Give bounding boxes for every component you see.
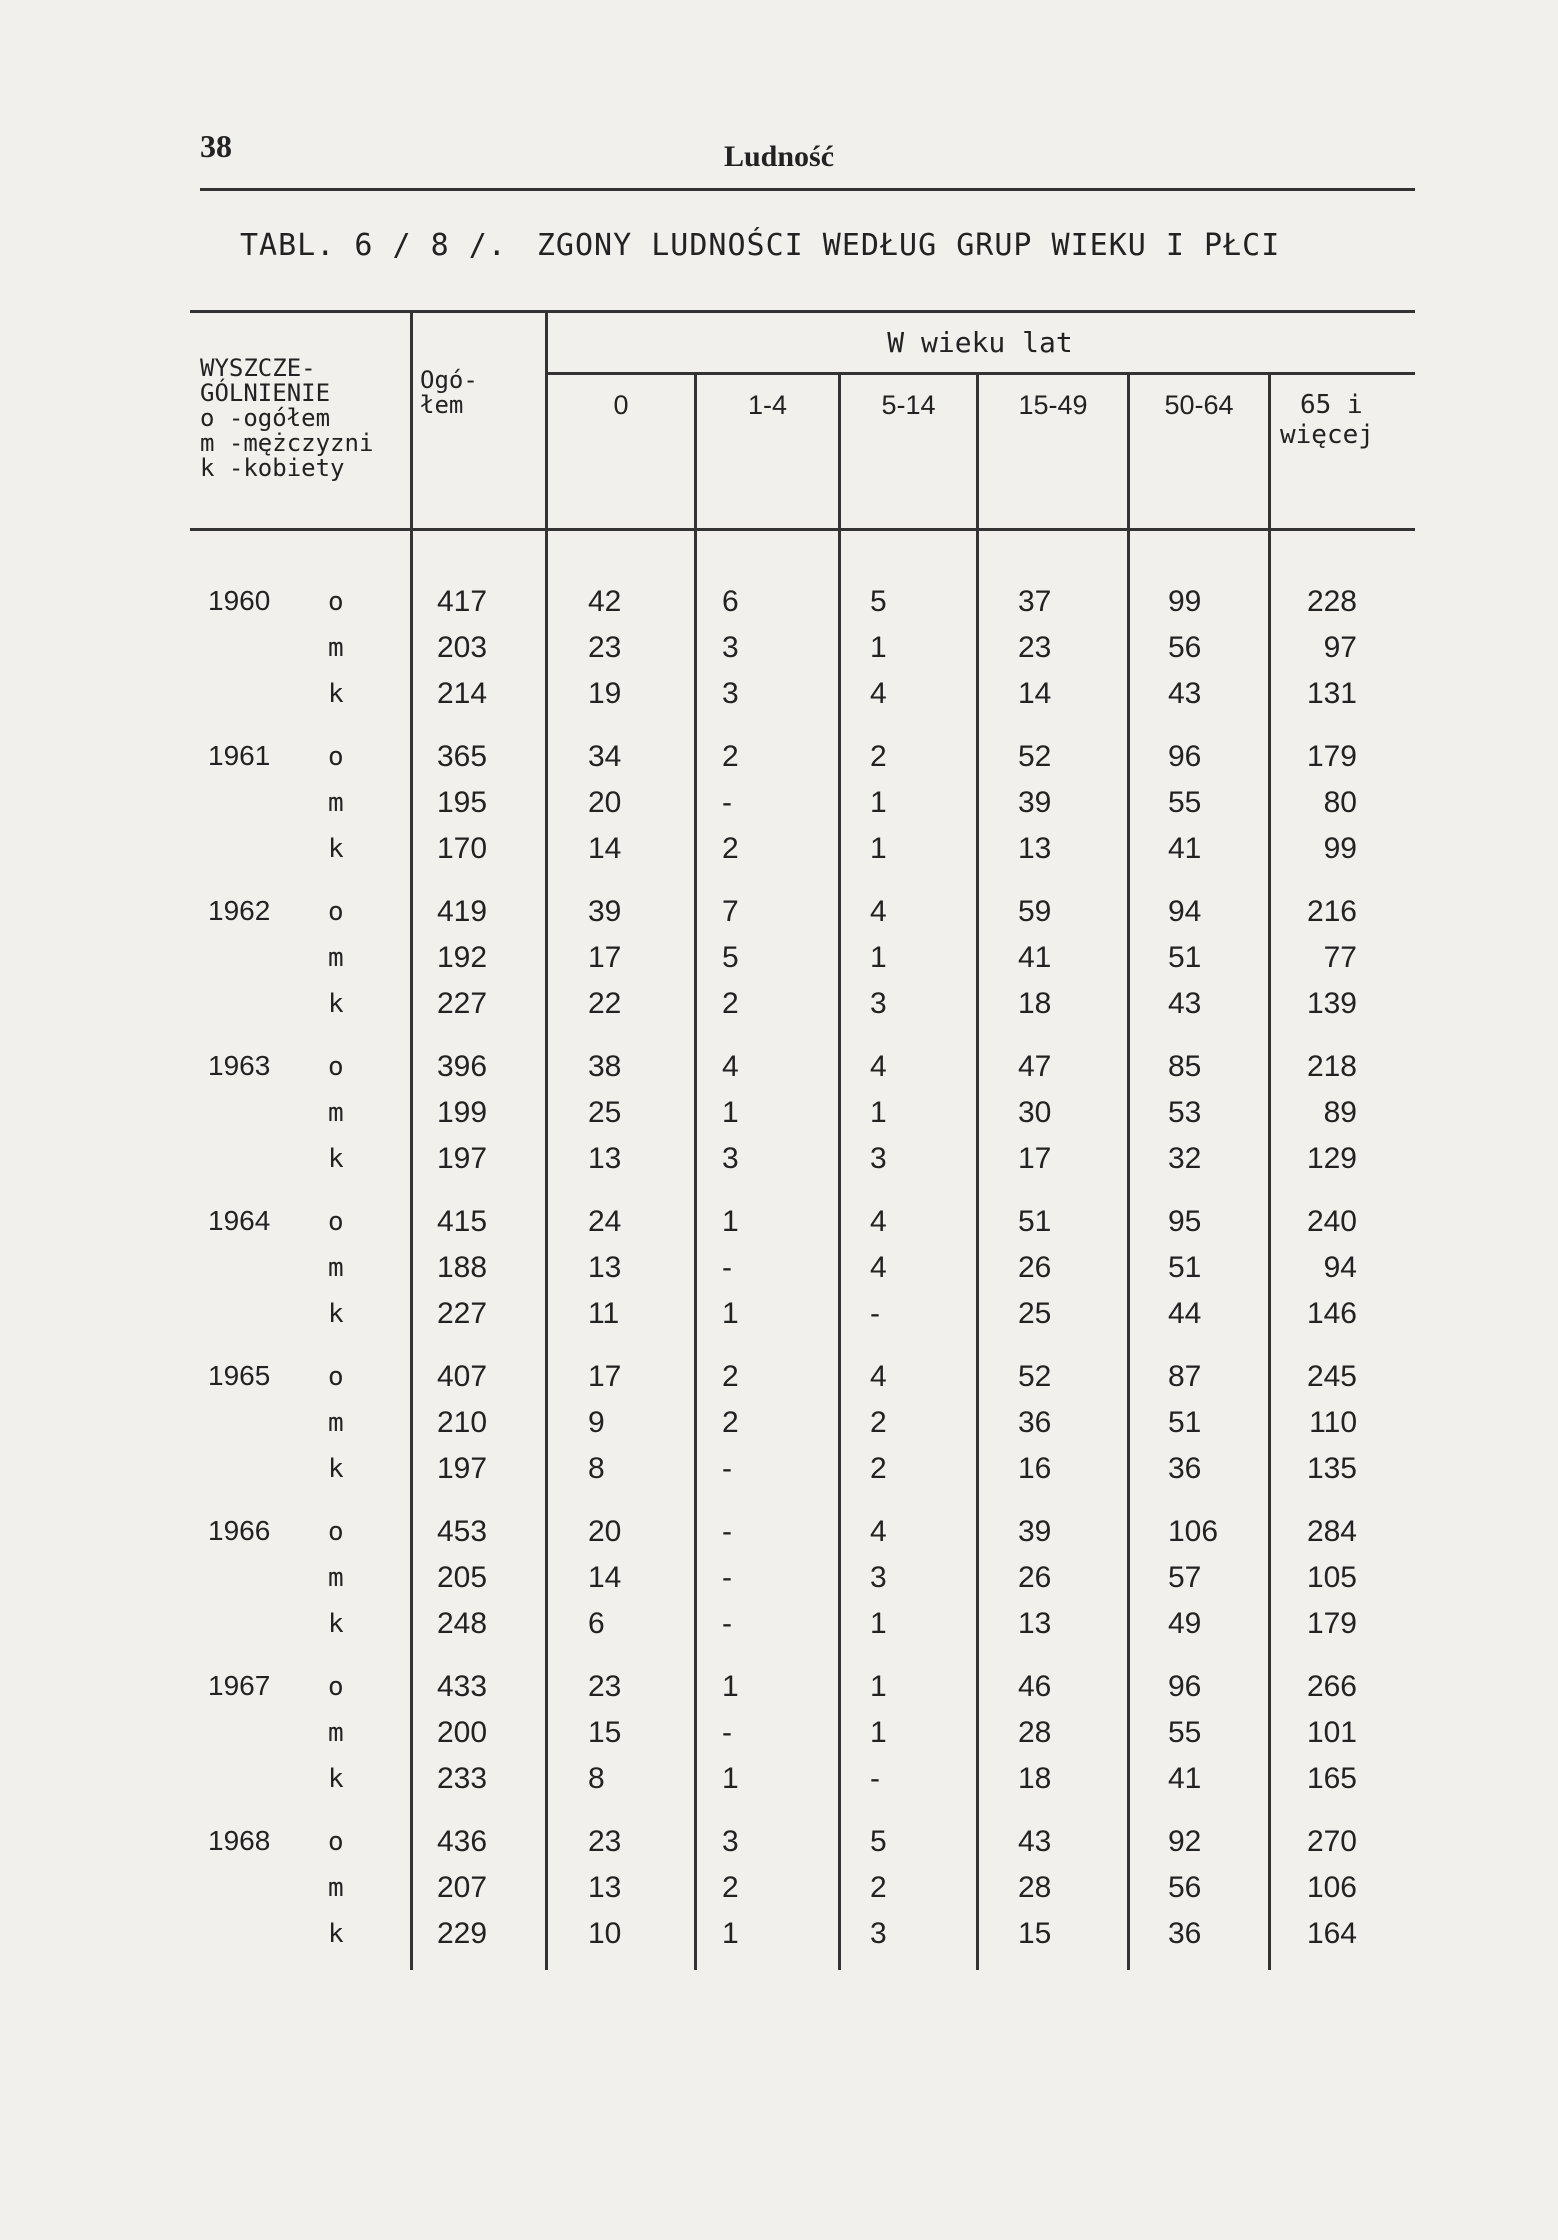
sex-code: o bbox=[328, 1827, 344, 1857]
year-label: 1962 bbox=[208, 895, 271, 926]
table-cell: 94 bbox=[1323, 1251, 1357, 1285]
table-cell: 3 bbox=[722, 631, 739, 665]
table-cell: 80 bbox=[1323, 786, 1357, 820]
sex-code: m bbox=[328, 1718, 344, 1749]
sex-code: k bbox=[328, 1299, 344, 1330]
table-cell: 453 bbox=[437, 1515, 488, 1548]
total-divider bbox=[545, 310, 548, 1970]
age-column-header: 15-49 bbox=[1018, 390, 1088, 420]
table-cell: 200 bbox=[437, 1716, 488, 1750]
sex-code: m bbox=[328, 1408, 344, 1439]
table-cell: 214 bbox=[437, 677, 488, 711]
table-cell: 245 bbox=[1306, 1360, 1357, 1393]
table-cell: 38 bbox=[588, 1050, 622, 1083]
table-cell: 2 bbox=[870, 740, 887, 773]
table-cell: 18 bbox=[1018, 987, 1052, 1021]
table-cell: 25 bbox=[588, 1096, 622, 1130]
table-cell: 210 bbox=[437, 1406, 488, 1440]
sex-code: m bbox=[328, 633, 344, 664]
table-cell: 39 bbox=[1018, 1515, 1052, 1548]
sex-code: o bbox=[328, 1517, 344, 1547]
table-cell: 17 bbox=[588, 941, 622, 975]
table-cell: - bbox=[870, 1297, 880, 1331]
table-cell: 4 bbox=[722, 1050, 739, 1083]
year-label: 1964 bbox=[208, 1205, 271, 1236]
table-cell: 197 bbox=[437, 1452, 488, 1486]
table-cell: 407 bbox=[437, 1360, 488, 1393]
col-divider-3 bbox=[976, 372, 979, 1970]
age-column-header: 50-64 bbox=[1164, 390, 1234, 420]
year-label: 1968 bbox=[208, 1825, 271, 1856]
sex-code: o bbox=[328, 742, 344, 772]
table-cell: 4 bbox=[870, 1050, 887, 1083]
table-cell: 2 bbox=[722, 987, 739, 1021]
col-divider-4 bbox=[1127, 372, 1130, 1970]
table-cell: - bbox=[722, 1607, 732, 1641]
sex-code: o bbox=[328, 587, 344, 617]
year-label: 1967 bbox=[208, 1670, 271, 1701]
table-cell: 51 bbox=[1168, 1406, 1202, 1440]
table-cell: 2 bbox=[722, 1360, 739, 1393]
table-cell: 188 bbox=[437, 1251, 488, 1285]
stub-header-line: o -ogółem bbox=[200, 404, 331, 432]
table-cell: 6 bbox=[722, 585, 739, 618]
table-cell: 87 bbox=[1168, 1360, 1202, 1393]
table-cell: 77 bbox=[1323, 941, 1357, 975]
table-cell: 14 bbox=[588, 832, 622, 866]
table-cell: 139 bbox=[1306, 987, 1357, 1021]
stub-header-line: k -kobiety bbox=[200, 454, 345, 482]
sex-code: o bbox=[328, 897, 344, 927]
table-cell: 13 bbox=[588, 1142, 622, 1176]
table-cell: 96 bbox=[1168, 740, 1202, 773]
sex-code: k bbox=[328, 1609, 344, 1640]
col-divider-2 bbox=[838, 372, 841, 1970]
table-cell: 17 bbox=[1018, 1142, 1052, 1176]
table-cell: 1 bbox=[870, 832, 887, 866]
table-cell: 22 bbox=[588, 987, 622, 1021]
table-cell: 5 bbox=[722, 941, 739, 975]
table-cell: 92 bbox=[1168, 1825, 1202, 1858]
table-cell: 4 bbox=[870, 1251, 887, 1285]
table-cell: 170 bbox=[437, 832, 488, 866]
table-cell: 270 bbox=[1306, 1825, 1357, 1858]
page-number: 38 bbox=[200, 128, 232, 164]
last-column-header bbox=[1280, 390, 1374, 450]
table-cell: 3 bbox=[870, 1917, 887, 1951]
table-cell: 37 bbox=[1018, 585, 1052, 618]
table-cell: 23 bbox=[588, 1670, 622, 1703]
table-cell: 135 bbox=[1306, 1452, 1357, 1486]
table-cell: 207 bbox=[437, 1871, 488, 1905]
table-cell: 95 bbox=[1168, 1205, 1202, 1238]
table-cell: - bbox=[722, 1716, 732, 1750]
table-cell: 44 bbox=[1168, 1297, 1202, 1331]
table-cell: 3 bbox=[722, 1825, 739, 1858]
age-column-header: 1-4 bbox=[747, 390, 788, 420]
table-cell: 3 bbox=[722, 1142, 739, 1176]
table-cell: 14 bbox=[588, 1561, 622, 1595]
table-cell: 227 bbox=[437, 987, 488, 1021]
sex-code: o bbox=[328, 1362, 344, 1392]
sex-code: k bbox=[328, 1454, 344, 1485]
table-cell: 99 bbox=[1323, 832, 1357, 866]
table-caption: ZGONY LUDNOŚCI WEDŁUG GRUP WIEKU I PŁCI bbox=[536, 228, 1281, 263]
table-cell: 41 bbox=[1168, 1762, 1202, 1796]
table-cell: 39 bbox=[1018, 786, 1052, 820]
table-cell: 94 bbox=[1168, 895, 1202, 928]
year-label: 1966 bbox=[208, 1515, 271, 1546]
table-cell: 23 bbox=[588, 1825, 622, 1858]
table-cell: 36 bbox=[1168, 1452, 1202, 1486]
table-cell: 23 bbox=[1018, 631, 1052, 665]
sex-code: o bbox=[328, 1207, 344, 1237]
table-cell: 3 bbox=[870, 987, 887, 1021]
table-cell: 227 bbox=[437, 1297, 488, 1331]
table-cell: 1 bbox=[870, 941, 887, 975]
table-cell: 195 bbox=[437, 786, 488, 820]
table-cell: 56 bbox=[1168, 1871, 1202, 1905]
table-cell: 197 bbox=[437, 1142, 488, 1176]
table-cell: 19 bbox=[588, 677, 622, 711]
table-cell: 199 bbox=[437, 1096, 488, 1130]
table-cell: 28 bbox=[1018, 1871, 1052, 1905]
table-cell: 3 bbox=[870, 1142, 887, 1176]
table-cell: 433 bbox=[437, 1670, 488, 1703]
table-cell: 39 bbox=[588, 895, 622, 928]
table-cell: 2 bbox=[870, 1406, 887, 1440]
col-divider-1 bbox=[694, 372, 697, 1970]
table-cell: 99 bbox=[1168, 585, 1202, 618]
table-cell: 203 bbox=[437, 631, 488, 665]
table-cell: - bbox=[870, 1762, 880, 1796]
table-cell: 4 bbox=[870, 1205, 887, 1238]
sex-code: k bbox=[328, 834, 344, 865]
table-cell: 43 bbox=[1168, 677, 1202, 711]
table-cell: 419 bbox=[437, 895, 488, 928]
table-cell: 2 bbox=[870, 1871, 887, 1905]
sex-code: m bbox=[328, 1563, 344, 1594]
table-cell: 229 bbox=[437, 1917, 488, 1951]
table-cell: 4 bbox=[870, 677, 887, 711]
table-title bbox=[240, 228, 1280, 263]
table-cell: 13 bbox=[588, 1251, 622, 1285]
table-cell: 8 bbox=[588, 1762, 605, 1796]
table-cell: 15 bbox=[1018, 1917, 1052, 1951]
table-cell: 24 bbox=[588, 1205, 622, 1238]
table-cell: 49 bbox=[1168, 1607, 1202, 1641]
sex-code: k bbox=[328, 1764, 344, 1795]
table-cell: 164 bbox=[1306, 1917, 1357, 1951]
table-cell: 4 bbox=[870, 895, 887, 928]
sex-code: m bbox=[328, 1253, 344, 1284]
table-cell: 240 bbox=[1306, 1205, 1357, 1238]
table-cell: 89 bbox=[1323, 1096, 1357, 1130]
table-cell: 15 bbox=[588, 1716, 622, 1750]
table-cell: 436 bbox=[437, 1825, 488, 1858]
table-cell: 266 bbox=[1306, 1670, 1357, 1703]
table-cell: 106 bbox=[1168, 1515, 1219, 1548]
sex-code: k bbox=[328, 989, 344, 1020]
table-cell: 7 bbox=[722, 895, 739, 928]
table-cell: 13 bbox=[1018, 1607, 1052, 1641]
table-number: TABL. 6 / 8 /. bbox=[240, 228, 507, 263]
table-cell: 131 bbox=[1306, 677, 1357, 711]
table-cell: 165 bbox=[1306, 1762, 1357, 1796]
table-cell: 59 bbox=[1018, 895, 1052, 928]
table-cell: 248 bbox=[437, 1607, 488, 1641]
table-cell: 47 bbox=[1018, 1050, 1052, 1083]
table-cell: 1 bbox=[870, 1607, 887, 1641]
year-label: 1960 bbox=[208, 585, 271, 616]
table-cell: 9 bbox=[588, 1406, 605, 1440]
table-cell: 8 bbox=[588, 1452, 605, 1486]
table-cell: 1 bbox=[870, 1716, 887, 1750]
table-cell: 110 bbox=[1309, 1406, 1357, 1440]
table-cell: 30 bbox=[1018, 1096, 1052, 1130]
table-cell: 218 bbox=[1306, 1050, 1357, 1083]
table-cell: 3 bbox=[722, 677, 739, 711]
table-cell: 1 bbox=[722, 1205, 739, 1238]
table-cell: 46 bbox=[1018, 1670, 1052, 1703]
table-cell: 417 bbox=[437, 585, 488, 618]
sex-code: k bbox=[328, 679, 344, 710]
table-cell: 205 bbox=[437, 1561, 488, 1595]
table-cell: 5 bbox=[870, 585, 887, 618]
sex-code: m bbox=[328, 1098, 344, 1129]
stub-header-line: WYSZCZE- bbox=[200, 354, 316, 382]
table-cell: - bbox=[722, 1515, 732, 1548]
table-cell: 2 bbox=[722, 1406, 739, 1440]
table-top-rule bbox=[190, 310, 1415, 313]
table-cell: 365 bbox=[437, 740, 488, 773]
table-cell: 129 bbox=[1306, 1142, 1357, 1176]
year-label: 1965 bbox=[208, 1360, 271, 1391]
table-cell: 1 bbox=[722, 1096, 739, 1130]
table-cell: 1 bbox=[870, 1670, 887, 1703]
table-cell: 4 bbox=[870, 1515, 887, 1548]
table-cell: 56 bbox=[1168, 631, 1202, 665]
table-cell: 17 bbox=[588, 1360, 622, 1393]
table-cell: 41 bbox=[1168, 832, 1202, 866]
table-cell: 96 bbox=[1168, 1670, 1202, 1703]
sex-code: m bbox=[328, 943, 344, 974]
table-cell: 51 bbox=[1168, 1251, 1202, 1285]
table-cell: 6 bbox=[588, 1607, 605, 1641]
table-cell: 396 bbox=[437, 1050, 488, 1083]
age-column-header: 5-14 bbox=[881, 390, 936, 420]
table-cell: 53 bbox=[1168, 1096, 1202, 1130]
table-cell: 2 bbox=[722, 740, 739, 773]
age-column-header: 0 bbox=[613, 390, 629, 420]
table-cell: 146 bbox=[1306, 1297, 1357, 1331]
last-column-header-line: 65 i bbox=[1300, 390, 1363, 420]
table-cell: 28 bbox=[1018, 1716, 1052, 1750]
table-cell: 51 bbox=[1168, 941, 1202, 975]
table-cell: 25 bbox=[1018, 1297, 1052, 1331]
running-head: Ludność bbox=[723, 140, 835, 173]
table-cell: 192 bbox=[437, 941, 488, 975]
table-cell: 13 bbox=[588, 1871, 622, 1905]
table-cell: 85 bbox=[1168, 1050, 1202, 1083]
table-cell: 13 bbox=[1018, 832, 1052, 866]
table-cell: 20 bbox=[588, 786, 622, 820]
age-group-rule bbox=[548, 372, 1415, 375]
table-cell: 10 bbox=[588, 1917, 622, 1951]
table-cell: 101 bbox=[1306, 1716, 1357, 1750]
sex-code: m bbox=[328, 1873, 344, 1904]
table-cell: 106 bbox=[1306, 1871, 1357, 1905]
table-cell: 228 bbox=[1306, 585, 1357, 618]
table-cell: 1 bbox=[870, 786, 887, 820]
header-rule bbox=[200, 188, 1415, 191]
table-cell: 26 bbox=[1018, 1561, 1052, 1595]
table-cell: 216 bbox=[1306, 895, 1357, 928]
table-cell: 2 bbox=[870, 1452, 887, 1486]
table-cell: 284 bbox=[1306, 1515, 1357, 1548]
stub-header-line: GÓLNIENIE bbox=[200, 379, 331, 407]
sex-code: k bbox=[328, 1919, 344, 1950]
sex-code: m bbox=[328, 788, 344, 819]
table-cell: 23 bbox=[588, 631, 622, 665]
table-cell: 57 bbox=[1168, 1561, 1202, 1595]
table-cell: 55 bbox=[1168, 1716, 1202, 1750]
table-cell: 36 bbox=[1018, 1406, 1052, 1440]
table-cell: 52 bbox=[1018, 740, 1052, 773]
sex-code: k bbox=[328, 1144, 344, 1175]
total-header bbox=[420, 368, 478, 418]
table-cell: 1 bbox=[870, 631, 887, 665]
year-label: 1961 bbox=[208, 740, 271, 771]
table-cell: 26 bbox=[1018, 1251, 1052, 1285]
table-cell: 14 bbox=[1018, 677, 1052, 711]
table-cell: 105 bbox=[1306, 1561, 1357, 1595]
year-label: 1963 bbox=[208, 1050, 271, 1081]
last-column-header-line: więcej bbox=[1280, 420, 1374, 450]
table-cell: 415 bbox=[437, 1205, 488, 1238]
age-group-header: W wieku lat bbox=[887, 326, 1073, 359]
table-cell: - bbox=[722, 1251, 732, 1285]
table-cell: 2 bbox=[722, 832, 739, 866]
table-cell: - bbox=[722, 786, 732, 820]
total-header-line: łem bbox=[420, 391, 464, 419]
sex-code: o bbox=[328, 1052, 344, 1082]
table-cell: 2 bbox=[722, 1871, 739, 1905]
table-cell: 51 bbox=[1018, 1205, 1052, 1238]
table-cell: 4 bbox=[870, 1360, 887, 1393]
table-cell: 1 bbox=[722, 1762, 739, 1796]
table-cell: 1 bbox=[870, 1096, 887, 1130]
stub-header bbox=[200, 356, 373, 481]
table-cell: 179 bbox=[1306, 740, 1357, 773]
table-cell: 42 bbox=[588, 585, 622, 618]
table-cell: 36 bbox=[1168, 1917, 1202, 1951]
sex-code: o bbox=[328, 1672, 344, 1702]
table-cell: 55 bbox=[1168, 786, 1202, 820]
table-cell: 16 bbox=[1018, 1452, 1052, 1486]
table-cell: 20 bbox=[588, 1515, 622, 1548]
table-cell: 41 bbox=[1018, 941, 1052, 975]
table-cell: 18 bbox=[1018, 1762, 1052, 1796]
table-cell: 52 bbox=[1018, 1360, 1052, 1393]
table-cell: 1 bbox=[722, 1297, 739, 1331]
table-cell: 1 bbox=[722, 1670, 739, 1703]
table-cell: 233 bbox=[437, 1762, 488, 1796]
table-cell: 3 bbox=[870, 1561, 887, 1595]
table-cell: - bbox=[722, 1452, 732, 1486]
header-bottom-rule bbox=[190, 528, 1415, 531]
table-cell: 43 bbox=[1168, 987, 1202, 1021]
table-cell: 32 bbox=[1168, 1142, 1202, 1176]
table-cell: 11 bbox=[588, 1297, 620, 1331]
total-header-line: Ogó- bbox=[420, 366, 478, 394]
stub-divider bbox=[410, 310, 413, 1970]
table-cell: 5 bbox=[870, 1825, 887, 1858]
table-cell: 43 bbox=[1018, 1825, 1052, 1858]
table-cell: 179 bbox=[1306, 1607, 1357, 1641]
table-cell: 97 bbox=[1323, 631, 1357, 665]
table-cell: 34 bbox=[588, 740, 622, 773]
table-cell: 1 bbox=[722, 1917, 739, 1951]
table-cell: - bbox=[722, 1561, 732, 1595]
stub-header-line: m -mężczyzni bbox=[200, 429, 374, 457]
